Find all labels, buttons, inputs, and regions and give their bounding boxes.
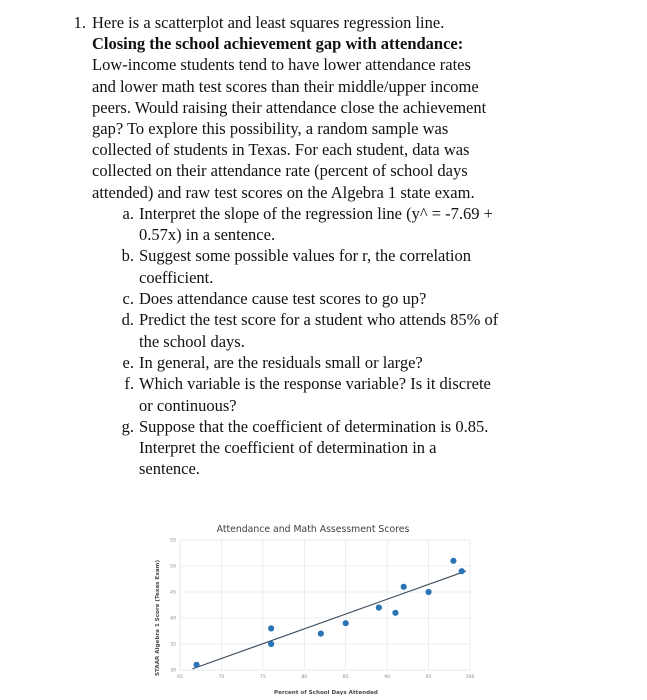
sub-question-line: Does attendance cause test scores to go up? xyxy=(139,289,427,309)
chart-title: Attendance and Math Assessment Scores xyxy=(216,524,410,535)
sub-question-b xyxy=(117,245,625,288)
x-tick-label: 95 xyxy=(425,675,432,680)
chart-x-tick-labels xyxy=(177,674,474,680)
x-tick-label: 70 xyxy=(218,675,225,680)
question-intro-line: Here is a scatterplot and least squares regression line. xyxy=(92,13,445,32)
question-number: 1. xyxy=(73,13,86,32)
regression-line xyxy=(192,571,465,669)
question-block xyxy=(8,12,639,480)
scatter-point xyxy=(268,641,274,647)
chart-y-tick-labels xyxy=(170,538,176,674)
scatter-point xyxy=(376,605,382,611)
y-tick-label: 55 xyxy=(170,538,176,544)
scatter-point xyxy=(392,610,398,616)
chart-y-axis-title: STAAR Algebra 1 Score (Texas Exam) xyxy=(155,559,161,677)
sub-question-line: In general, are the residuals small or large? xyxy=(139,352,423,372)
x-tick-label: 75 xyxy=(259,675,266,680)
sub-question-text xyxy=(139,288,625,309)
question-body-line: collected of students in Texas. For each student, data was xyxy=(92,140,470,160)
y-tick-label: 40 xyxy=(170,616,176,622)
x-tick-label: 80 xyxy=(301,675,308,680)
chart-gridlines xyxy=(180,540,470,670)
sub-question-f xyxy=(117,373,625,416)
sub-question-letter: f. xyxy=(124,374,134,394)
sub-question-line: the school days. xyxy=(139,331,245,351)
sub-question-text xyxy=(139,203,625,246)
sub-question-line: Suggest some possible values for r, the correlation xyxy=(139,246,472,266)
sub-question-line: sentence. xyxy=(139,459,200,479)
scatter-point xyxy=(425,589,431,595)
question-body-line: and lower math test scores than their middle/upper income xyxy=(92,76,479,96)
sub-question-line: Predict the test score for a student who attends 85% of xyxy=(139,310,499,330)
sub-question-e xyxy=(117,352,625,373)
sub-question-line: coefficient. xyxy=(139,267,214,287)
sub-question-line: Suppose that the coefficient of determination is 0.85. xyxy=(139,416,489,436)
x-tick-label: 100 xyxy=(465,675,475,680)
sub-question-letter: g. xyxy=(121,416,134,436)
sub-question-letter: a. xyxy=(122,203,134,223)
question-body-line: collected on their attendance rate (percent of school days xyxy=(92,161,468,181)
chart-x-axis-title: Percent of School Days Attended xyxy=(274,690,378,696)
y-tick-label: 35 xyxy=(170,642,176,648)
scatter-point xyxy=(401,584,407,590)
question-body-line: peers. Would raising their attendance close the achievement xyxy=(92,97,487,117)
sub-question-letter: b. xyxy=(121,246,134,266)
question-body-line: attended) and raw test scores on the Algebra 1 state exam. xyxy=(92,182,475,202)
scatterplot-figure xyxy=(148,518,478,700)
sub-question-text xyxy=(139,352,625,373)
scatterplot-svg xyxy=(148,518,478,700)
sub-question-line: or continuous? xyxy=(139,395,237,415)
sub-question-letter: d. xyxy=(121,310,134,330)
scatter-point xyxy=(268,625,274,631)
scatter-point xyxy=(450,558,456,564)
sub-question-g xyxy=(117,416,625,480)
sub-question-text xyxy=(139,309,625,352)
x-tick-label: 90 xyxy=(384,675,391,680)
x-tick-label: 65 xyxy=(177,675,183,680)
sub-question-c xyxy=(117,288,625,309)
scatter-point xyxy=(459,568,465,574)
question-body xyxy=(92,12,625,480)
scatter-point xyxy=(343,620,349,626)
chart-data-points xyxy=(193,558,464,668)
scatter-point xyxy=(318,631,324,637)
y-tick-label: 30 xyxy=(170,668,176,674)
y-tick-label: 45 xyxy=(170,590,176,596)
sub-question-text xyxy=(139,416,625,480)
sub-question-letter: c. xyxy=(122,289,134,309)
sub-question-list xyxy=(92,203,625,480)
x-tick-label: 85 xyxy=(342,675,349,680)
sub-question-letter: e. xyxy=(122,352,134,372)
scatter-point xyxy=(193,662,199,668)
sub-question-text xyxy=(139,373,625,416)
sub-question-d xyxy=(117,309,625,352)
question-body-line: gap? To explore this possibility, a random sample was xyxy=(92,119,449,139)
sub-question-line: Interpret the coefficient of determination in a xyxy=(139,438,437,458)
sub-question-text xyxy=(139,245,625,288)
sub-question-line: Which variable is the response variable? Is it discrete xyxy=(139,374,491,394)
sub-question-a xyxy=(117,203,625,246)
sub-question-line: 0.57x) in a sentence. xyxy=(139,225,276,245)
question-body-line: Low-income students tend to have lower attendance rates xyxy=(92,55,471,75)
sub-question-line: Interpret the slope of the regression line (y^ = -7.69 + xyxy=(139,203,493,223)
y-tick-label: 50 xyxy=(170,564,176,570)
question-bold-title: Closing the school achievement gap with attendance: xyxy=(92,34,464,54)
